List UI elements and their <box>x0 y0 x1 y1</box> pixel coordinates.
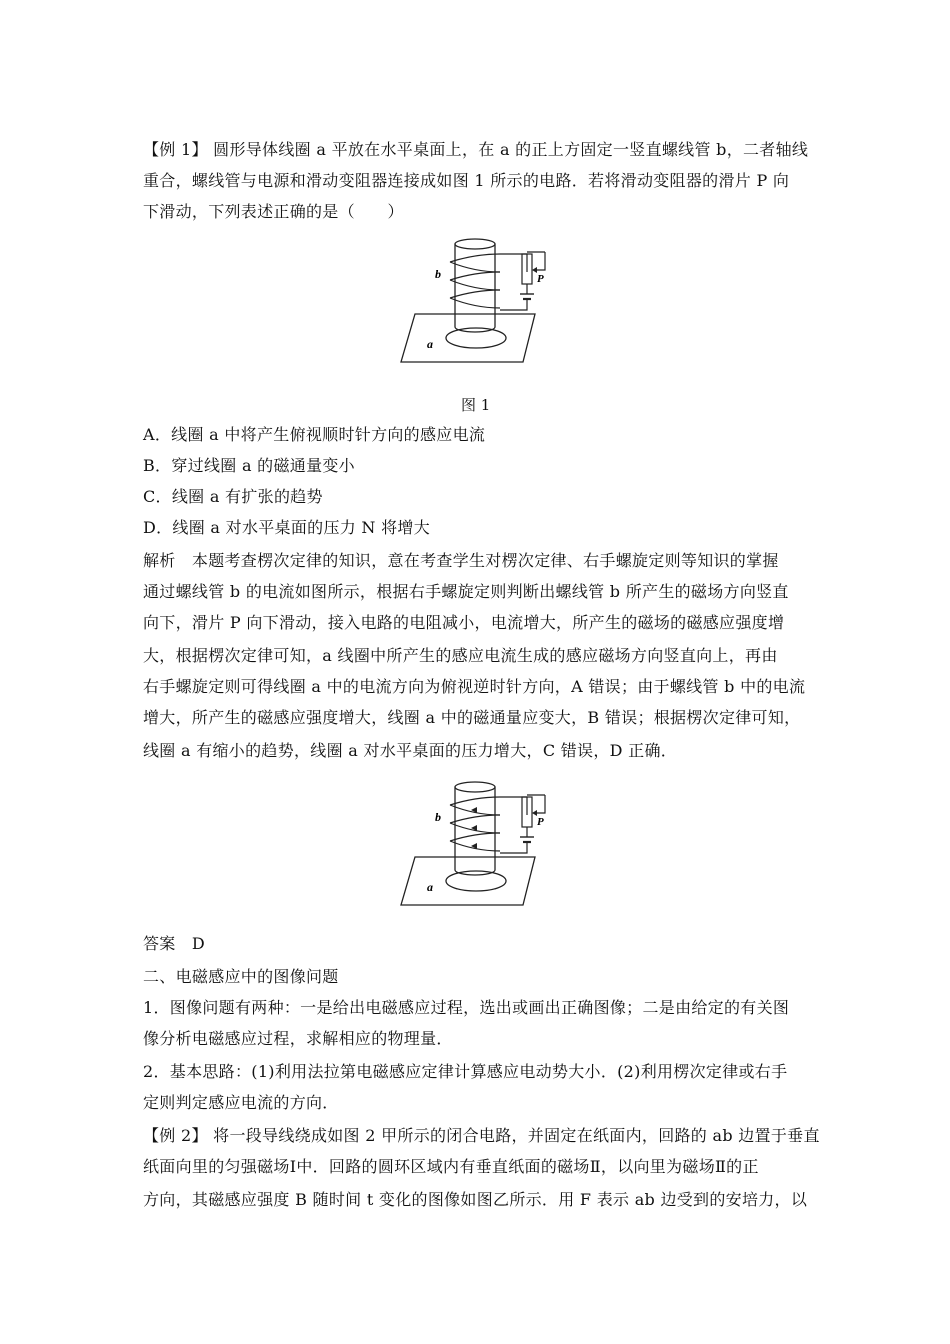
analysis-line-3: 向下，滑片 P 向下滑动，接入电路的电阻减小，电流增大，所产生的磁场的磁感应强度增 <box>143 613 785 632</box>
analysis-line-7: 线圈 a 有缩小的趋势，线圈 a 对水平桌面的压力增大，C 错误，D 正确． <box>143 741 678 760</box>
solenoid-windings <box>450 797 500 851</box>
example1-line-1: 【例 1】 圆形导体线圈 a 平放在水平桌面上，在 a 的正上方固定一竖直螺线管 b，二者轴线 <box>143 140 809 159</box>
option-b: B．穿过线圈 a 的磁通量变小 <box>143 456 355 475</box>
analysis-line-2: 通过螺线管 b 的电流如图所示，根据右手螺旋定则判断出螺线管 b 所产生的磁场方向竖直 <box>143 582 789 601</box>
section-2-line-3: 2．基本思路：(1)利用法拉第电磁感应定律计算感应电动势大小．(2)利用楞次定律或右手 <box>143 1062 788 1081</box>
section-2-line-4: 定则判定感应电流的方向． <box>143 1093 339 1112</box>
label-b: b <box>435 810 441 824</box>
answer: 答案 D <box>143 934 206 953</box>
table-plane <box>401 314 535 362</box>
analysis-line-5: 右手螺旋定则可得线圈 a 中的电流方向为俯视逆时针方向，A 错误；由于螺线管 b 中的电流 <box>143 677 806 696</box>
section-2-heading: 二、电磁感应中的图像问题 <box>143 967 339 986</box>
coil-a <box>446 328 506 348</box>
analysis-line-4: 大，根据楞次定律可知，a 线圈中所产生的感应电流生成的感应磁场方向竖直向上，再由 <box>143 646 778 665</box>
analysis-line-1: 解析 本题考查楞次定律的知识，意在考查学生对楞次定律、右手螺旋定则等知识的掌握 <box>143 551 779 570</box>
solenoid-windings <box>450 254 500 308</box>
option-c: C．线圈 a 有扩张的趋势 <box>143 487 323 506</box>
figure-1-solenoid-diagram <box>395 232 555 372</box>
example2-line-3: 方向，其磁感应强度 B 随时间 t 变化的图像如图乙所示．用 F 表示 ab 边受到的安培力，以 <box>143 1190 808 1209</box>
label-p: P <box>537 273 544 285</box>
label-a: a <box>427 880 433 894</box>
label-p: P <box>537 816 544 828</box>
label-b: b <box>435 267 441 281</box>
section-2-line-2: 像分析电磁感应过程，求解相应的物理量． <box>143 1029 453 1048</box>
section-2-line-1: 1．图像问题有两种：一是给出电磁感应过程，选出或画出正确图像；二是由给定的有关图 <box>143 998 790 1017</box>
label-a: a <box>427 337 433 351</box>
example2-line-1: 【例 2】 将一段导线绕成如图 2 甲所示的闭合电路，并固定在纸面内，回路的 ab 边置于垂直 <box>143 1126 820 1145</box>
option-d: D．线圈 a 对水平桌面的压力 N 将增大 <box>143 518 431 537</box>
solenoid-top <box>455 239 495 249</box>
option-a: A．线圈 a 中将产生俯视顺时针方向的感应电流 <box>143 425 486 444</box>
example2-line-2: 纸面向里的匀强磁场Ⅰ中．回路的圆环区域内有垂直纸面的磁场Ⅱ，以向里为磁场Ⅱ的正 <box>143 1157 759 1176</box>
figure-2-solenoid-current-diagram <box>395 775 555 915</box>
example1-line-3: 下滑动，下列表述正确的是（ ） <box>143 202 404 221</box>
analysis-line-6: 增大，所产生的磁感应强度增大，线圈 a 中的磁通量应变大，B 错误；根据楞次定律可知， <box>143 708 801 727</box>
example1-line-2: 重合，螺线管与电源和滑动变阻器连接成如图 1 所示的电路．若将滑动变阻器的滑片 P 向 <box>143 171 790 190</box>
figure-1-caption: 图 1 <box>461 396 491 414</box>
